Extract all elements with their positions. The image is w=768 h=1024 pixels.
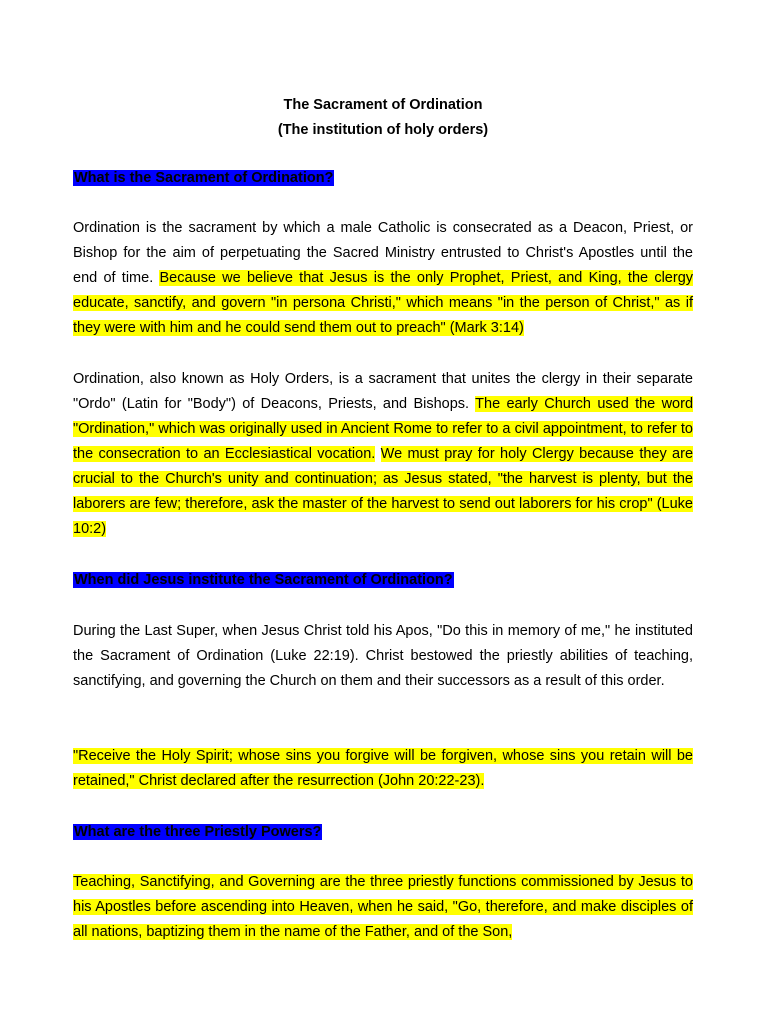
highlighted-text: Teaching, Sanctifying, and Governing are the three priestly functions commissioned by Jesus to his Apostles before ascending into Heaven, when he said, "Go, therefore, and make disciples of all nations, baptizing them in the name of the Father, and of the Son, — [73, 874, 693, 940]
paragraph-text: Ordination, also known as Holy Orders, is a sacrament that unites the clergy in their separate "Ordo" (Latin for "Body") of Deacons, Priests, and Bishops. — [73, 371, 693, 412]
document-title: The Sacrament of Ordination — [283, 97, 483, 113]
heading-text: What is the Sacrament of Ordination? — [74, 170, 334, 186]
paragraph-text: During the Last Super, when Jesus Christ told his Apos, "Do this in memory of me," he instituted the Sacrament of Ordination (Luke 22:19). Christ bestowed the priestly abilities of teaching, sanctifying, and governing the Church on them and their successors as a result of this order. — [73, 623, 693, 689]
paragraph-three-functions — [73, 870, 693, 945]
heading-text: When did Jesus institute the Sacrament of Ordination? — [74, 572, 453, 588]
section-heading-priestly-powers — [73, 820, 322, 845]
paragraph-receive-holy-spirit — [73, 744, 693, 794]
paragraph-last-supper — [73, 619, 693, 694]
title-block — [73, 93, 693, 143]
paragraph-holy-orders — [73, 367, 693, 542]
paragraph-text: Ordination is the sacrament by which a male Catholic is consecrated as a Deacon, Priest, or Bishop for the aim of perpetuating the Sacred Ministry entrusted to Christ's Apostles until the end of time. — [73, 220, 693, 286]
highlighted-text: We must pray for holy Clergy because they are crucial to the Church's unity and continuation; as Jesus stated, "the harvest is plenty, but the laborers are few; therefore, ask the master of the harvest to send out laborers for his crop" (Luke 10:2) — [73, 446, 694, 537]
section-heading-when-instituted — [73, 568, 454, 593]
heading-text: What are the three Priestly Powers? — [74, 824, 322, 840]
document-subtitle: (The institution of holy orders) — [277, 122, 489, 138]
highlighted-text: The early Church used the word "Ordination," which was originally used in Ancient Rome to refer to a civil appointment, to refer to the consecration to an Ecclesiastical vocation. — [73, 396, 694, 462]
highlighted-text: Because we believe that Jesus is the only Prophet, Priest, and King, the clergy educate, sanctify, and govern "in persona Christi," which means "in the person of Christ," as if they were with him and he could send them out to preach" (Mark 3:14) — [73, 270, 694, 336]
paragraph-text — [375, 446, 380, 462]
paragraph-definition — [73, 216, 693, 341]
highlighted-text: "Receive the Holy Spirit; whose sins you forgive will be forgiven, whose sins you retain will be retained," Christ declared after the resurrection (John 20:22-23). — [73, 748, 693, 789]
section-heading-what-is-ordination — [73, 166, 334, 191]
